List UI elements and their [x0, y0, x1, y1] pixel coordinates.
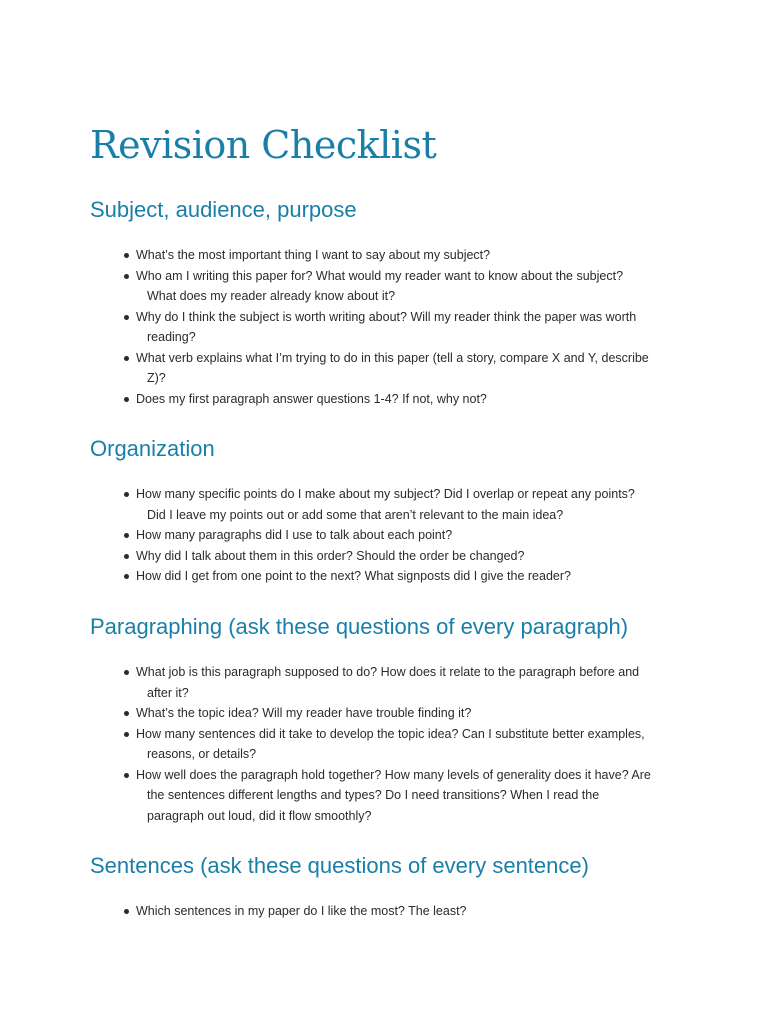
list-item: Why did I talk about them in this order? Should the order be changed?	[124, 546, 680, 567]
bullet-icon	[124, 670, 129, 675]
list-item: Which sentences in my paper do I like the most? The least?	[124, 901, 680, 922]
bullet-icon	[124, 397, 129, 402]
list-item: What’s the topic idea? Will my reader have trouble finding it?	[124, 703, 680, 724]
bullet-icon	[124, 773, 129, 778]
list-item: What job is this paragraph supposed to do? How does it relate to the paragraph before and after it?	[124, 662, 680, 703]
bullet-icon	[124, 253, 129, 258]
checklist	[124, 901, 680, 922]
section-heading: Sentences (ask these questions of every sentence)	[90, 853, 589, 878]
section-sentences	[90, 852, 690, 918]
list-item: How many paragraphs did I use to talk about each point?	[124, 525, 680, 546]
section-heading: Subject, audience, purpose	[90, 197, 357, 222]
bullet-icon	[124, 492, 129, 497]
checklist	[124, 662, 680, 826]
list-item: How many specific points do I make about my subject? Did I overlap or repeat any points? Did I leave my points out or add some that aren’t relevant to the main idea?	[124, 484, 680, 525]
bullet-icon	[124, 732, 129, 737]
list-item: Why do I think the subject is worth writing about? Will my reader think the paper was worth reading?	[124, 307, 680, 348]
bullet-icon	[124, 711, 129, 716]
bullet-icon	[124, 315, 129, 320]
list-item: Who am I writing this paper for? What would my reader want to know about the subject? What does my reader already know about it?	[124, 266, 680, 307]
bullet-icon	[124, 554, 129, 559]
section-organization	[90, 435, 690, 583]
bullet-icon	[124, 533, 129, 538]
bullet-icon	[124, 274, 129, 279]
bullet-icon	[124, 909, 129, 914]
checklist	[124, 484, 680, 587]
list-item: Does my first paragraph answer questions 1-4? If not, why not?	[124, 389, 680, 410]
list-item: What’s the most important thing I want to say about my subject?	[124, 245, 680, 266]
bullet-icon	[124, 574, 129, 579]
section-subject-audience-purpose	[90, 196, 690, 406]
checklist	[124, 245, 680, 409]
page-title: Revision Checklist	[90, 123, 437, 167]
list-item: How many sentences did it take to develop the topic idea? Can I substitute better examples, reasons, or details?	[124, 724, 680, 765]
list-item: How well does the paragraph hold together? How many levels of generality does it have? Are the sentences different lengths and types? Do I need transitions? When I read the paragraph out loud, did it flow smoothly?	[124, 765, 680, 827]
section-paragraphing	[90, 613, 690, 823]
list-item: How did I get from one point to the next? What signposts did I give the reader?	[124, 566, 680, 587]
section-heading: Organization	[90, 436, 215, 461]
bullet-icon	[124, 356, 129, 361]
list-item: What verb explains what I’m trying to do in this paper (tell a story, compare X and Y, describe Z)?	[124, 348, 680, 389]
section-heading: Paragraphing (ask these questions of every paragraph)	[90, 614, 629, 639]
